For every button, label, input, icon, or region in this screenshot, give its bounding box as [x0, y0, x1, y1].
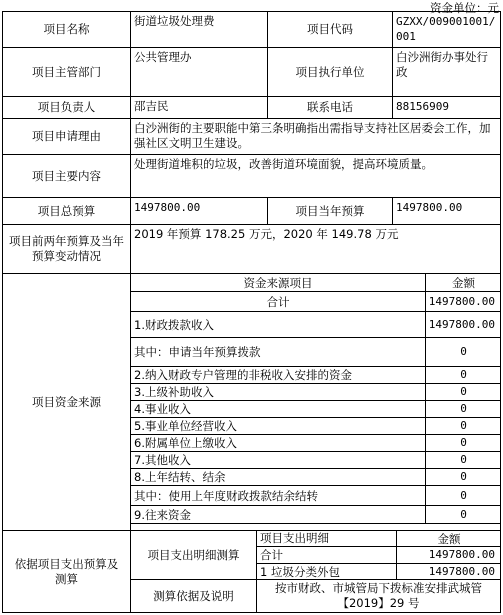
funding-item-name: 8.上年结转、结余: [130, 468, 426, 486]
expense-item-amount: 1497800.00: [396, 563, 501, 580]
code-value: GZXX/009001001/001: [392, 11, 501, 48]
expense-detail-label: 项目支出明细测算: [130, 530, 257, 580]
content-label: 项目主要内容: [2, 154, 131, 198]
owner-value: 邵吉民: [130, 96, 268, 119]
unit-label: 资金单位：元: [430, 1, 499, 15]
expense-header-detail: 项目支出明细: [256, 530, 397, 547]
funding-item-name: 5.事业单位经营收入: [130, 417, 426, 435]
funding-item-amount: 0: [425, 337, 501, 367]
funding-header-source: 资金来源项目: [130, 273, 426, 292]
reason-value: 白沙洲街的主要职能中第三条明确指出需指导支持社区居委会工作，加强社区文明卫生建设。: [130, 118, 501, 155]
basis-value: 按市财政、市城管局下拨标准安排武城管【2019】29 号: [256, 579, 501, 613]
funding-item-amount: 0: [425, 468, 501, 486]
content-value: 处理街道堆积的垃圾，改善街道环境面貌，提高环境质量。: [130, 154, 501, 198]
expense-header-amount: 金额: [396, 530, 501, 547]
expense-detail-table: [256, 530, 501, 580]
year-budget-label: 项目当年预算: [267, 197, 393, 225]
funding-item-name: 6.附属单位上缴收入: [130, 434, 426, 452]
funding-item-amount: 1497800.00: [425, 291, 501, 312]
phone-value: 88156909: [392, 96, 501, 119]
funding-item-name: 4.事业收入: [130, 400, 426, 418]
funding-item-name: 1.财政拨款收入: [130, 311, 426, 338]
total-value: 1497800.00: [130, 197, 268, 225]
funding-item-name: 其中：申请当年预算拨款: [130, 337, 426, 367]
budget-table: [2, 11, 501, 613]
code-label: 项目代码: [267, 11, 393, 48]
funding-header-amount: 金额: [425, 273, 501, 292]
funding-item-name: 其中：使用上年度财政拨款结余结转: [130, 485, 426, 506]
total-label: 项目总预算: [2, 197, 131, 225]
exec-label: 项目执行单位: [267, 47, 393, 97]
funding-item-name: 3.上级补助收入: [130, 383, 426, 401]
dept-value: 公共管理办: [130, 47, 268, 97]
expense-item-amount: 1497800.00: [396, 546, 501, 564]
funding-item-amount: 0: [425, 400, 501, 418]
expense-item-name: 1 垃圾分类外包: [256, 563, 397, 580]
expense-label: 依据项目支出预算及测算: [2, 530, 131, 613]
funding-item-amount: 0: [425, 505, 501, 524]
funding-item-amount: 1497800.00: [425, 311, 501, 338]
dept-label: 项目主管部门: [2, 47, 131, 97]
funding-item-name: 7.其他收入: [130, 451, 426, 469]
year-budget-value: 1497800.00: [392, 197, 501, 225]
funding-table: [130, 273, 501, 531]
funding-item-name: 9.往来资金: [130, 505, 426, 524]
expense-item-name: 合计: [256, 546, 397, 564]
phone-label: 联系电话: [267, 96, 393, 119]
funding-item-amount: 0: [425, 383, 501, 401]
funding-item-name: 2.纳入财政专户管理的非税收入安排的资金: [130, 366, 426, 384]
funding-item-amount: 0: [425, 485, 501, 506]
exec-value: 白沙洲街办事处行政: [392, 47, 501, 97]
funding-item-amount: 0: [425, 417, 501, 435]
name-value: 街道垃圾处理费: [130, 11, 268, 48]
owner-label: 项目负责人: [2, 96, 131, 119]
funding-item-amount: 0: [425, 366, 501, 384]
change-label: 项目前两年预算及当年预算变动情况: [2, 224, 131, 274]
funding-item-amount: 0: [425, 434, 501, 452]
funding-item-amount: 0: [425, 451, 501, 469]
funding-item-name: 合计: [130, 291, 426, 312]
funding-label: 项目资金来源: [2, 273, 131, 531]
basis-label: 测算依据及说明: [130, 579, 257, 613]
name-label: 项目名称: [2, 11, 131, 48]
change-value: 2019 年预算 178.25 万元，2020 年 149.78 万元: [130, 224, 501, 274]
reason-label: 项目申请理由: [2, 118, 131, 155]
